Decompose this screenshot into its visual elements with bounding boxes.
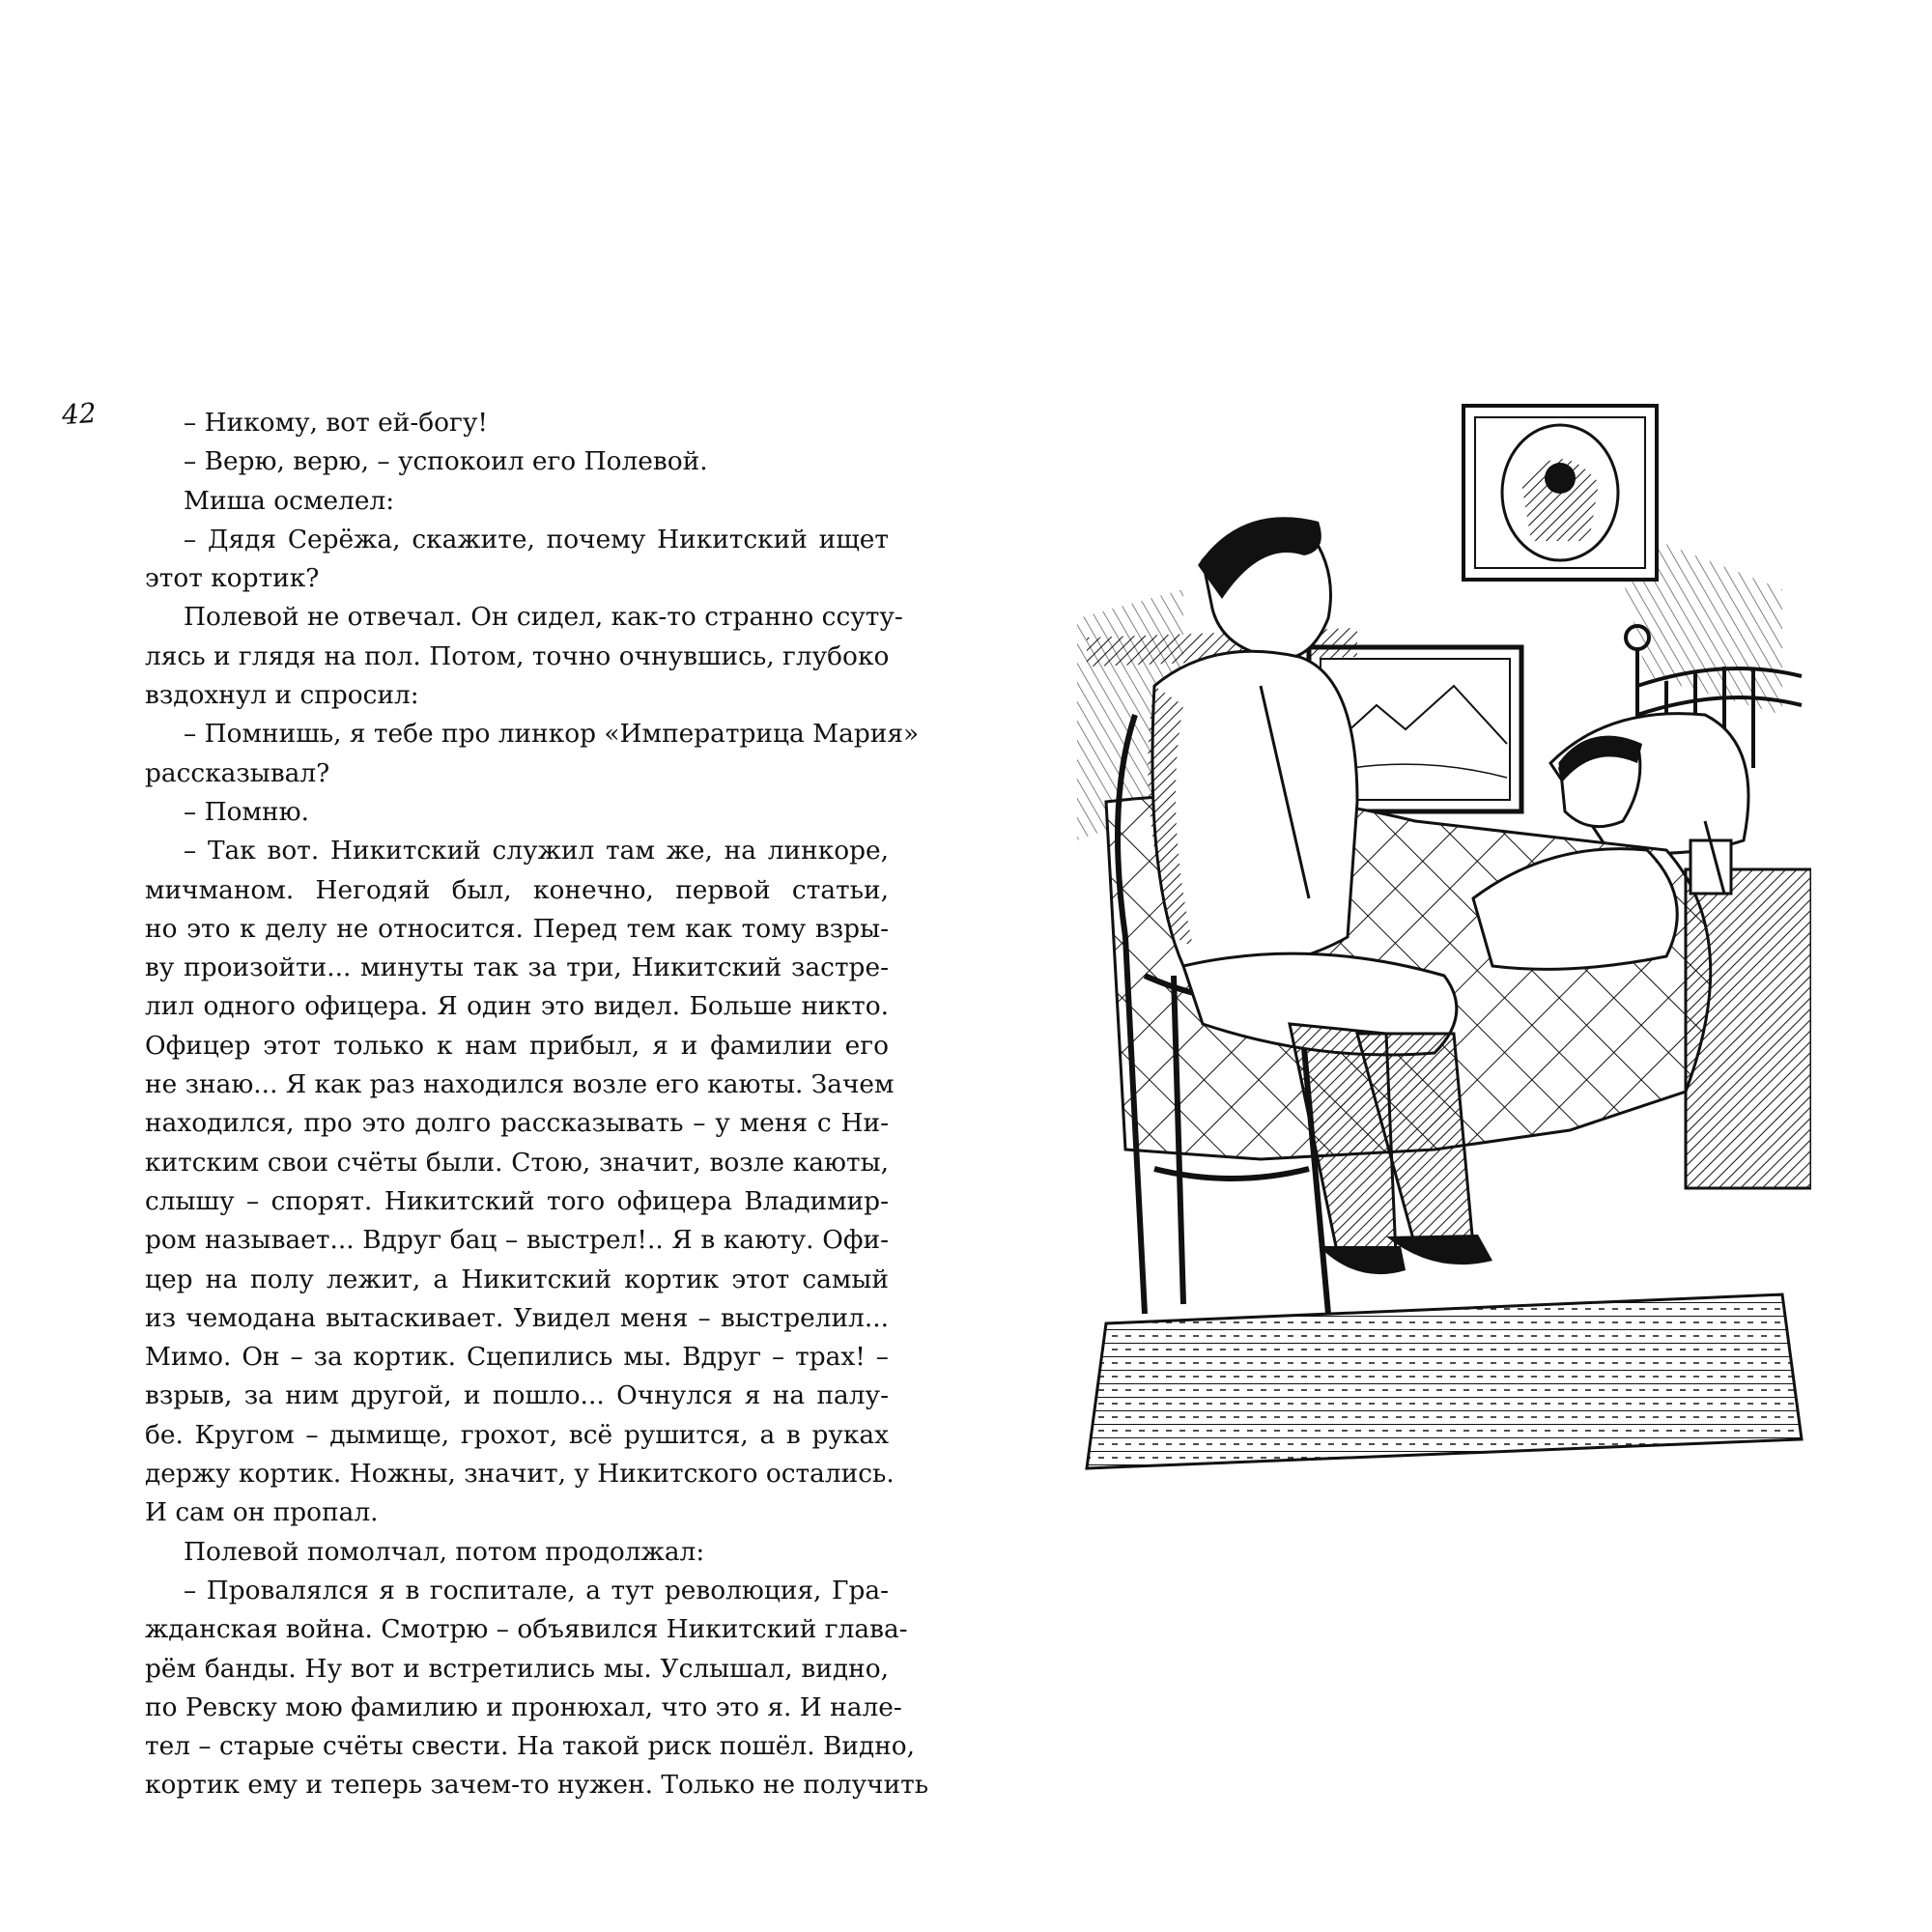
text-line: цер на полу лежит, а Никитский кортик этот самый [145, 1264, 889, 1294]
text-line: по Ревску мою фамилию и пронюхал, что это я. И нале- [145, 1691, 902, 1722]
floor-rug [1087, 1294, 1802, 1468]
text-line: слышу – спорят. Никитский того офицера Владимир- [145, 1185, 889, 1216]
text-line: жданская война. Смотрю – объявился Никитский глава- [145, 1614, 908, 1645]
page-number: 42 [60, 396, 98, 432]
wall-portrait [1463, 406, 1657, 580]
text-line: рём банды. Ну вот и встретились мы. Услышал, видно, [145, 1653, 889, 1684]
bedside-table [1686, 821, 1811, 1188]
text-line: рассказывал? [145, 757, 330, 788]
text-line: лил одного офицера. Я один это видел. Больше никто. [145, 991, 889, 1022]
text-line: – Помнишь, я тебе про линкор «Императрица Мария» [184, 719, 920, 750]
text-line: находился, про это долго рассказывать – у меня с Ни- [145, 1108, 889, 1139]
text-line: – Так вот. Никитский служил там же, на линкоре, [184, 836, 889, 867]
text-line: но это к делу не относится. Перед тем как тому взры- [145, 913, 889, 944]
text-line: из чемодана вытаскивает. Увидел меня – выстрелил... [145, 1302, 889, 1333]
text-line: тел – старые счёты свести. На такой риск пошёл. Видно, [145, 1731, 916, 1762]
text-line: этот кортик? [145, 563, 320, 594]
text-line: Полевой помолчал, потом продолжал: [184, 1536, 705, 1567]
text-line: китским свои счёты были. Стою, значит, возле каюты, [145, 1147, 889, 1178]
text-line: – Провалялся я в госпитале, а тут революция, Гра- [184, 1575, 889, 1605]
text-line: Полевой не отвечал. Он сидел, как-то странно ссуту- [184, 602, 903, 633]
text-line: – Дядя Серёжа, скажите, почему Никитский ищет [184, 524, 889, 554]
body-text [145, 404, 929, 1805]
text-line: лясь и глядя на пол. Потом, точно очнувшись, глубоко [145, 640, 890, 671]
text-line: не знаю... Я как раз находился возле его каюты. Зачем [145, 1069, 895, 1100]
text-line: ром называет... Вдруг бац – выстрел!.. Я в каюту. Офи- [145, 1225, 889, 1256]
text-line: – Верю, верю, – успокоил его Полевой. [184, 446, 708, 477]
text-line: И сам он пропал. [145, 1497, 379, 1528]
text-line: бе. Кругом – дымище, грохот, всё рушится, а в руках [145, 1419, 889, 1450]
text-line: взрыв, за ним другой, и пошло... Очнулся я на палу- [145, 1380, 889, 1411]
text-line: держу кортик. Ножны, значит, у Никитского остались. [145, 1459, 895, 1490]
text-line: мичманом. Негодяй был, конечно, первой статьи, [145, 874, 889, 905]
text-line: Миша осмелел: [184, 485, 395, 516]
text-line: ву произойти... минуты так за три, Никитский застре- [145, 952, 889, 983]
text-line: Офицер этот только к нам прибыл, я и фамилии его [145, 1030, 889, 1061]
illustration-man-at-bedside [1067, 396, 1811, 1526]
text-line: – Никому, вот ей-богу! [184, 408, 488, 438]
text-line: Мимо. Он – за кортик. Сцепились мы. Вдруг – трах! – [145, 1342, 889, 1373]
text-line: вздохнул и спросил: [145, 680, 419, 711]
text-line: кортик ему и теперь зачем-то нужен. Только не получить [145, 1770, 929, 1801]
text-line: – Помню. [184, 796, 309, 827]
